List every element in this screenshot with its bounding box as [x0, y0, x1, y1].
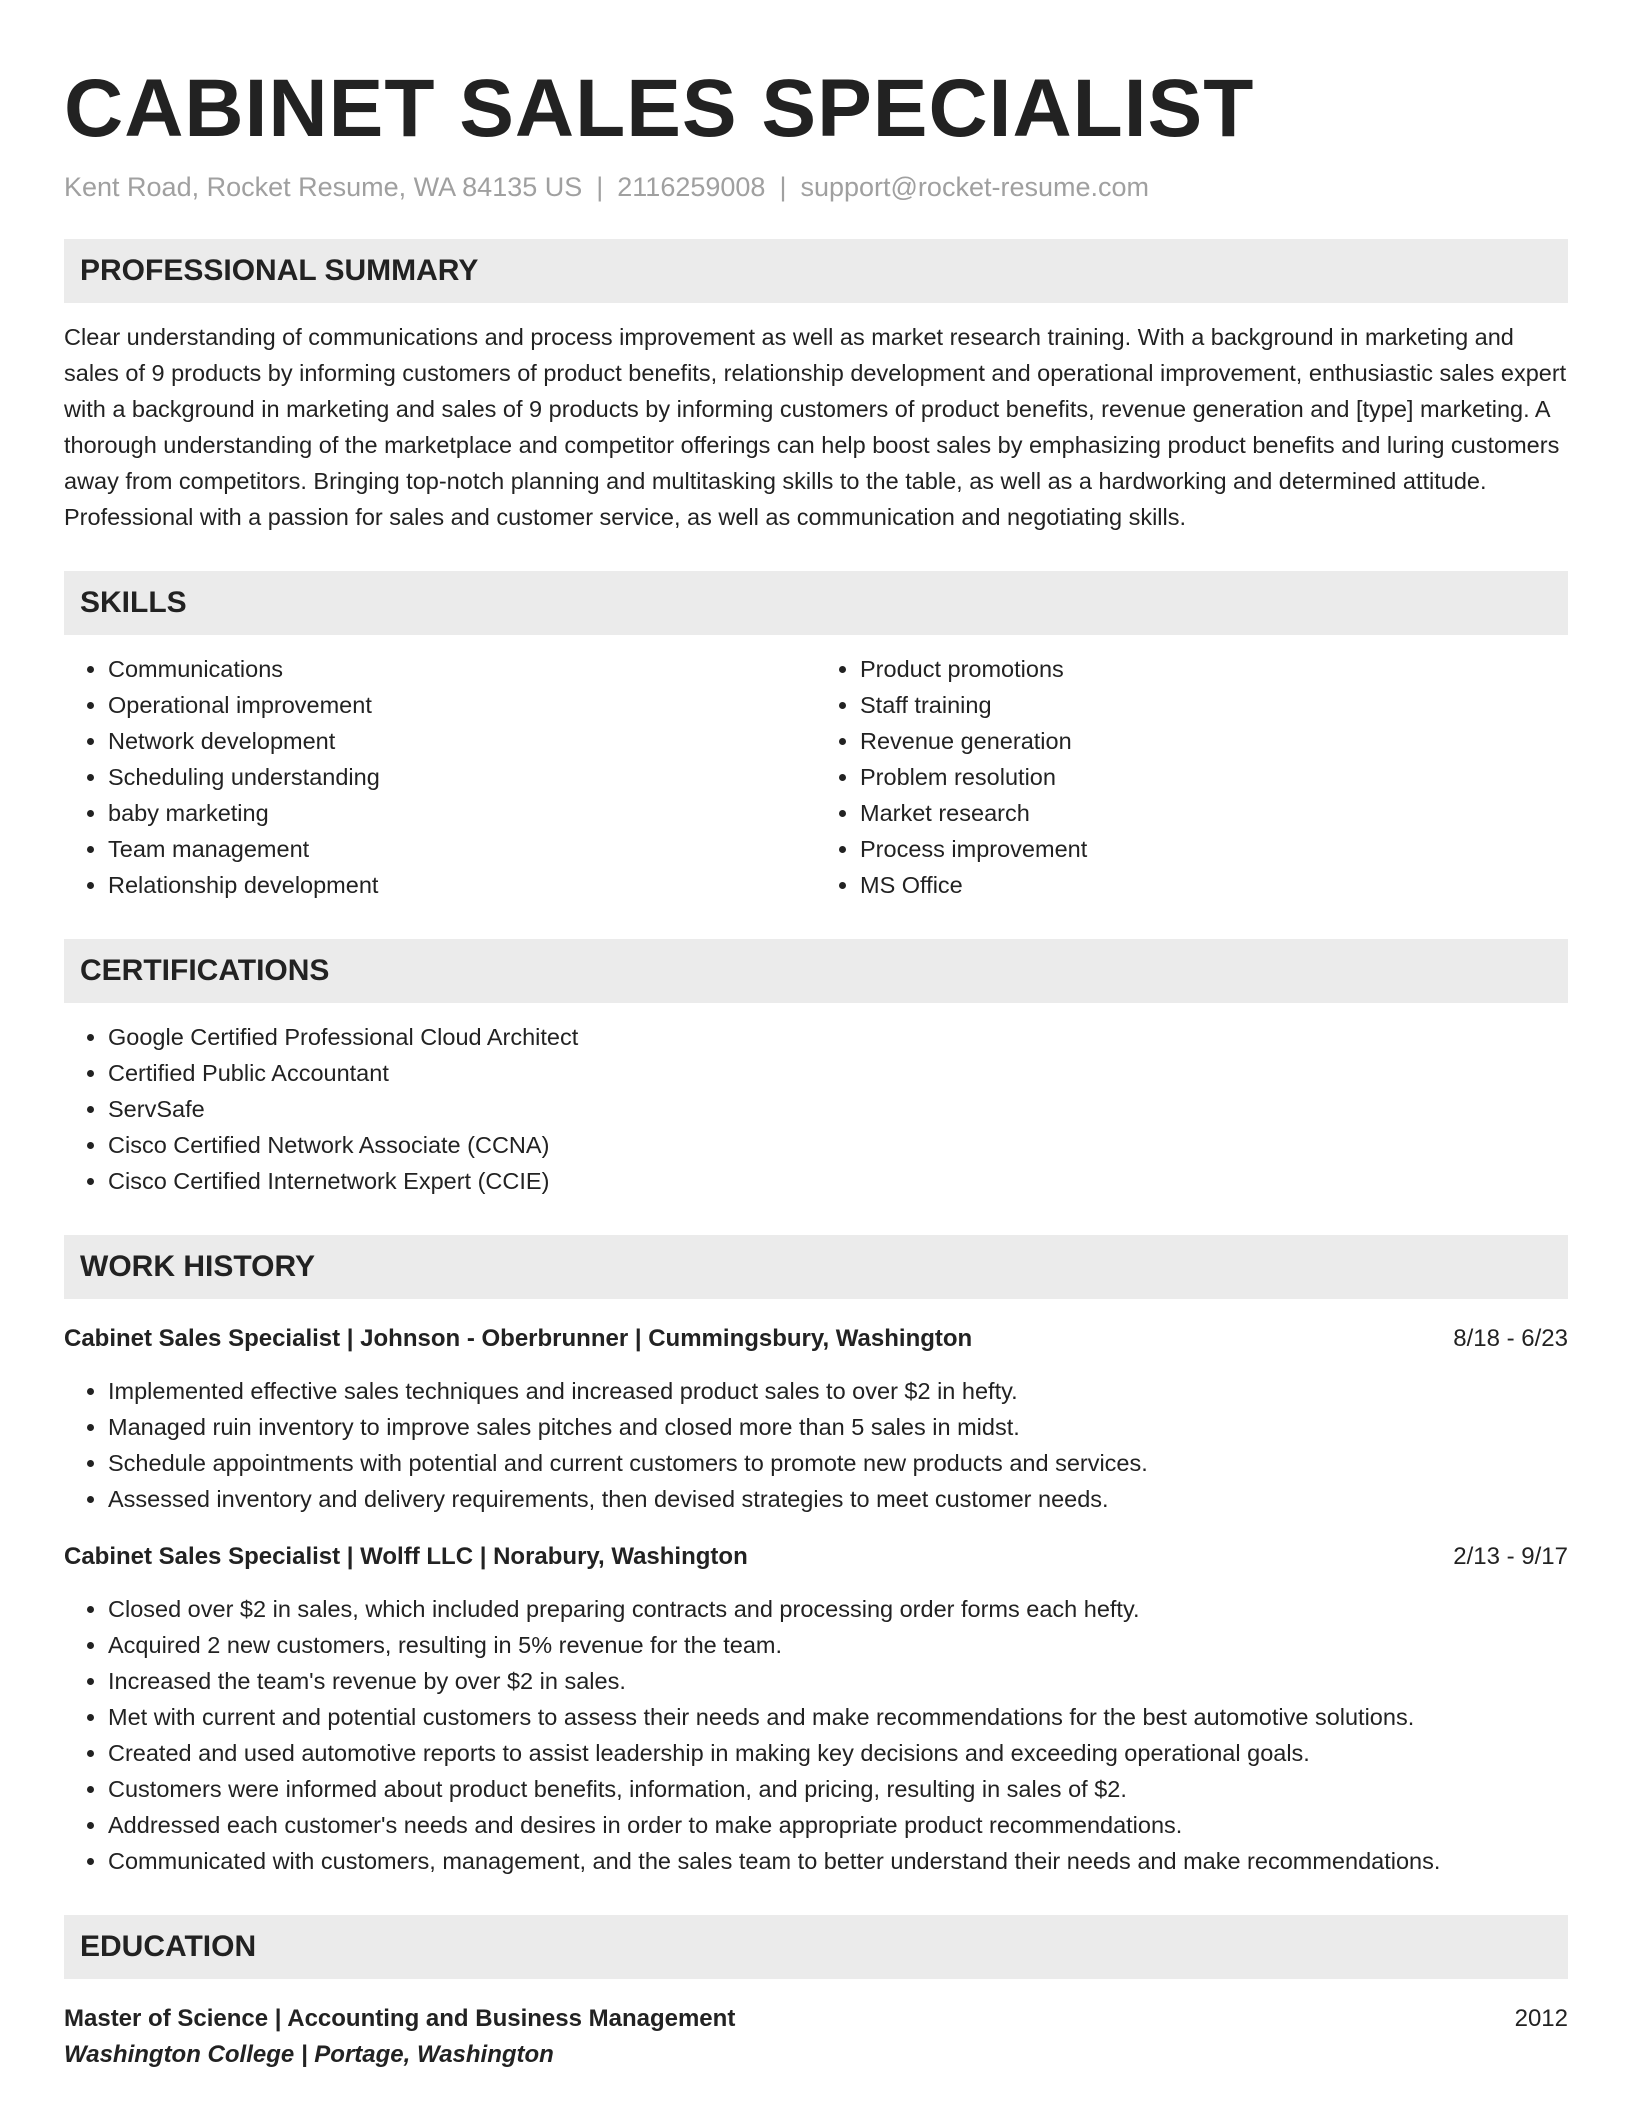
- education-heading: EDUCATION: [64, 1915, 1568, 1979]
- job-title: Cabinet Sales Specialist | Wolff LLC | Norabury, Washington: [64, 1543, 748, 1570]
- job-bullet: • Closed over $2 in sales, which included preparing contracts and processing order forms each hefty.: [108, 1591, 1568, 1627]
- job-header: [64, 1539, 1568, 1575]
- skill-item: • Scheduling understanding: [108, 759, 816, 795]
- skill-item: • Network development: [108, 723, 816, 759]
- contact-phone: 2116259008: [617, 172, 766, 202]
- work-history-heading: WORK HISTORY: [64, 1235, 1568, 1299]
- skill-item: • Operational improvement: [108, 687, 816, 723]
- contact-separator: |: [779, 172, 787, 202]
- work-history-list: [64, 1321, 1568, 1879]
- certification-item: • Certified Public Accountant: [108, 1055, 1568, 1091]
- skills-list-right: [816, 651, 1568, 903]
- education-degree: Master of Science | Accounting and Business Management: [64, 2005, 736, 2032]
- contact-address: Kent Road, Rocket Resume, WA 84135 US: [64, 172, 583, 202]
- job-bullet: • Communicated with customers, management, and the sales team to better understand their needs and make recommendations.: [108, 1843, 1568, 1879]
- certification-item: • ServSafe: [108, 1091, 1568, 1127]
- education-entry: [64, 2001, 1568, 2037]
- skill-item: • Process improvement: [860, 831, 1568, 867]
- skill-item: • baby marketing: [108, 795, 816, 831]
- contact-separator: |: [596, 172, 604, 202]
- summary-heading: PROFESSIONAL SUMMARY: [64, 239, 1568, 303]
- skill-item: • Problem resolution: [860, 759, 1568, 795]
- job-title: Cabinet Sales Specialist | Johnson - Oberbrunner | Cummingsbury, Washington: [64, 1325, 973, 1352]
- job-dates: 8/18 - 6/23: [1453, 1325, 1568, 1352]
- job-bullet: • Created and used automotive reports to assist leadership in making key decisions and exceeding operational goals.: [108, 1735, 1568, 1771]
- skill-item: • Staff training: [860, 687, 1568, 723]
- skill-item: • Product promotions: [860, 651, 1568, 687]
- skill-item: • Communications: [108, 651, 816, 687]
- contact-email: support@rocket-resume.com: [800, 172, 1149, 202]
- skill-item: • Team management: [108, 831, 816, 867]
- skill-item: • MS Office: [860, 867, 1568, 903]
- job-header: [64, 1321, 1568, 1357]
- certification-item: • Cisco Certified Internetwork Expert (CCIE): [108, 1163, 1568, 1199]
- job-bullet: • Met with current and potential customers to assess their needs and make recommendations for the best automotive solutions.: [108, 1699, 1568, 1735]
- contact-line: [64, 172, 1568, 203]
- resume-name: CABINET SALES SPECIALIST: [64, 63, 1255, 154]
- job-bullet-list: [64, 1591, 1568, 1879]
- skill-item: • Revenue generation: [860, 723, 1568, 759]
- skills-list-left: [64, 651, 816, 903]
- skills-heading: SKILLS: [64, 571, 1568, 635]
- skill-item: • Relationship development: [108, 867, 816, 903]
- job-bullet-list: [64, 1373, 1568, 1517]
- skills-columns: [64, 635, 1568, 903]
- summary-text: Clear understanding of communications and process improvement as well as market research training. With a background in marketing and sales of 9 products by informing customers of product benefits, relationship development and operational improvement, enthusiastic sales expert with a background in marketing and sales of 9 products by informing customers of product benefits, revenue generation and [type] marketing. A thorough understanding of the marketplace and competitor offerings can help boost sales by emphasizing product benefits and luring customers away from competitors. Bringing top-notch planning and multitasking skills to the table, as well as a hardworking and determined attitude. Professional with a passion for sales and customer service, as well as communication and negotiating skills.: [64, 324, 1567, 530]
- job-bullet: • Assessed inventory and delivery requirements, then devised strategies to meet customer needs.: [108, 1481, 1568, 1517]
- job-bullet: • Schedule appointments with potential and current customers to promote new products and services.: [108, 1445, 1568, 1481]
- job-bullet: • Acquired 2 new customers, resulting in 5% revenue for the team.: [108, 1627, 1568, 1663]
- job-dates: 2/13 - 9/17: [1453, 1543, 1568, 1570]
- job-bullet: • Addressed each customer's needs and desires in order to make appropriate product recommendations.: [108, 1807, 1568, 1843]
- job-bullet: • Increased the team's revenue by over $2 in sales.: [108, 1663, 1568, 1699]
- job-bullet: • Customers were informed about product benefits, information, and pricing, resulting in sales of $2.: [108, 1771, 1568, 1807]
- job-bullet: • Implemented effective sales techniques and increased product sales to over $2 in hefty.: [108, 1373, 1568, 1409]
- skill-item: • Market research: [860, 795, 1568, 831]
- certifications-heading: CERTIFICATIONS: [64, 939, 1568, 1003]
- job-bullet: • Managed ruin inventory to improve sales pitches and closed more than 5 sales in midst.: [108, 1409, 1568, 1445]
- certifications-list: [64, 1019, 1568, 1199]
- certification-item: • Cisco Certified Network Associate (CCNA): [108, 1127, 1568, 1163]
- certification-item: • Google Certified Professional Cloud Architect: [108, 1019, 1568, 1055]
- education-year: 2012: [1514, 2005, 1568, 2032]
- education-school: Washington College | Portage, Washington: [64, 2041, 554, 2068]
